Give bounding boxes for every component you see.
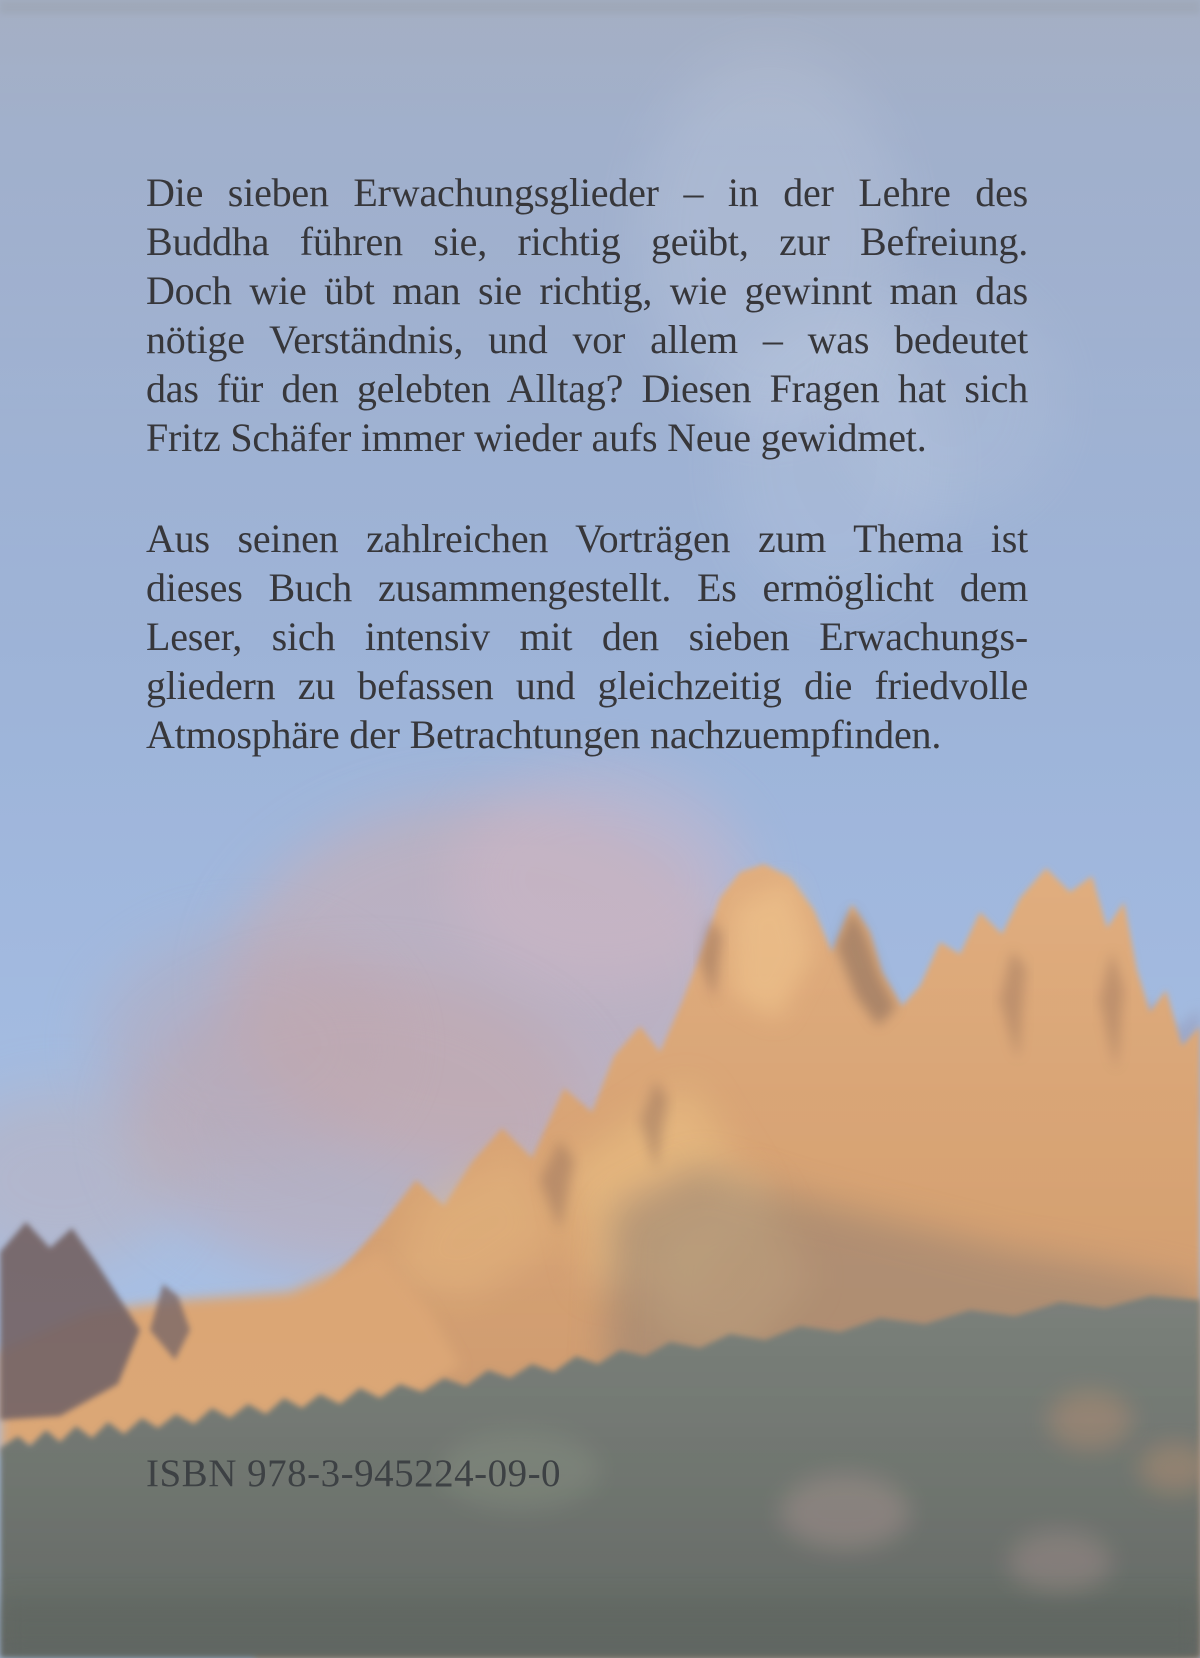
blurb-paragraph-2: [146, 514, 1028, 759]
blurb-line: Leser, sich intensiv mit den sieben Erwachungs-: [146, 614, 1028, 659]
blurb-line: nötige Verständnis, und vor allem – was bedeutet: [146, 317, 1028, 362]
blurb-line: dieses Buch zusammengestellt. Es ermöglicht dem: [146, 565, 1028, 610]
blurb-line: Die sieben Erwachungsglieder – in der Lehre des: [146, 170, 1028, 215]
blurb-line: Aus seinen zahlreichen Vorträgen zum Thema ist: [146, 516, 1028, 561]
blurb-line: das für den gelebten Alltag? Diesen Fragen hat sich: [146, 366, 1028, 411]
blurb-line: Atmosphäre der Betrachtungen nachzuempfinden.: [146, 712, 942, 757]
back-cover-blurb: [146, 168, 1028, 759]
blurb-line: Doch wie übt man sie richtig, wie gewinnt man das: [146, 268, 1028, 313]
blurb-line: Fritz Schäfer immer wieder aufs Neue gewidmet.: [146, 415, 927, 460]
isbn-text: ISBN 978-3-945224-09-0: [146, 1452, 562, 1495]
blurb-paragraph-1: [146, 168, 1028, 462]
blurb-line: gliedern zu befassen und gleichzeitig die friedvolle: [146, 663, 1028, 708]
blurb-line: Buddha führen sie, richtig geübt, zur Befreiung.: [146, 219, 1028, 264]
